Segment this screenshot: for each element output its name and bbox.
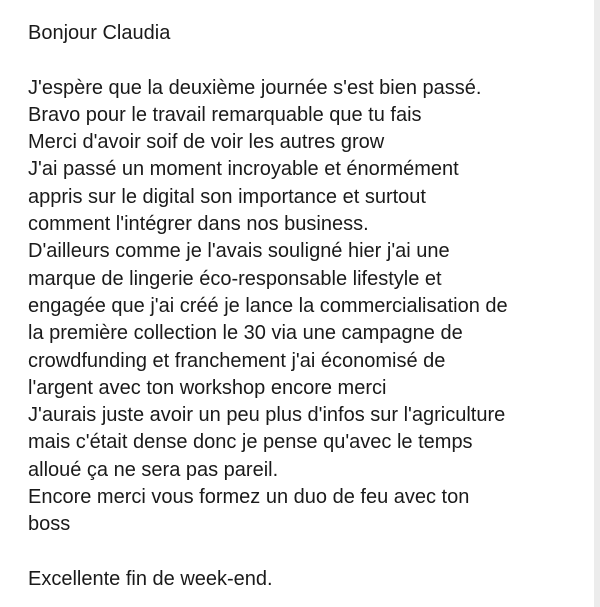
message-line: comment l'intégrer dans nos business. — [28, 213, 369, 236]
message-line: marque de lingerie éco-responsable lifestyle et — [28, 267, 442, 290]
message-line: J'ai passé un moment incroyable et énormément — [28, 158, 459, 181]
blank-line — [28, 539, 594, 566]
message-line: la première collection le 30 via une campagne de — [28, 322, 463, 345]
message-line: Merci d'avoir soif de voir les autres grow — [28, 131, 385, 154]
message-line: crowdfunding et franchement j'ai économisé de — [28, 349, 446, 372]
message-line: alloué ça ne sera pas pareil. — [28, 458, 279, 481]
message-line: l'argent avec ton workshop encore merci — [28, 376, 387, 399]
message-line: appris sur le digital son importance et surtout — [28, 185, 426, 208]
message-line: boss — [28, 513, 71, 536]
blank-line — [28, 47, 594, 74]
message-line: Encore merci vous formez un duo de feu avec ton — [28, 486, 470, 509]
message-line: mais c'était dense donc je pense qu'avec le temps — [28, 431, 473, 454]
closing-line: Excellente fin de week-end. — [28, 567, 273, 590]
message-line: D'ailleurs comme je l'avais souligné hier j'ai une — [28, 240, 450, 263]
message-line: J'aurais juste avoir un peu plus d'infos sur l'agriculture — [28, 404, 506, 427]
message-body — [28, 20, 594, 593]
scroll-edge — [594, 0, 600, 607]
message-line: J'espère que la deuxième journée s'est bien passé. — [28, 76, 482, 99]
message-line: Bravo pour le travail remarquable que tu fais — [28, 103, 422, 126]
message-line: engagée que j'ai créé je lance la commercialisation de — [28, 294, 508, 317]
greeting-line: Bonjour Claudia — [28, 22, 171, 44]
